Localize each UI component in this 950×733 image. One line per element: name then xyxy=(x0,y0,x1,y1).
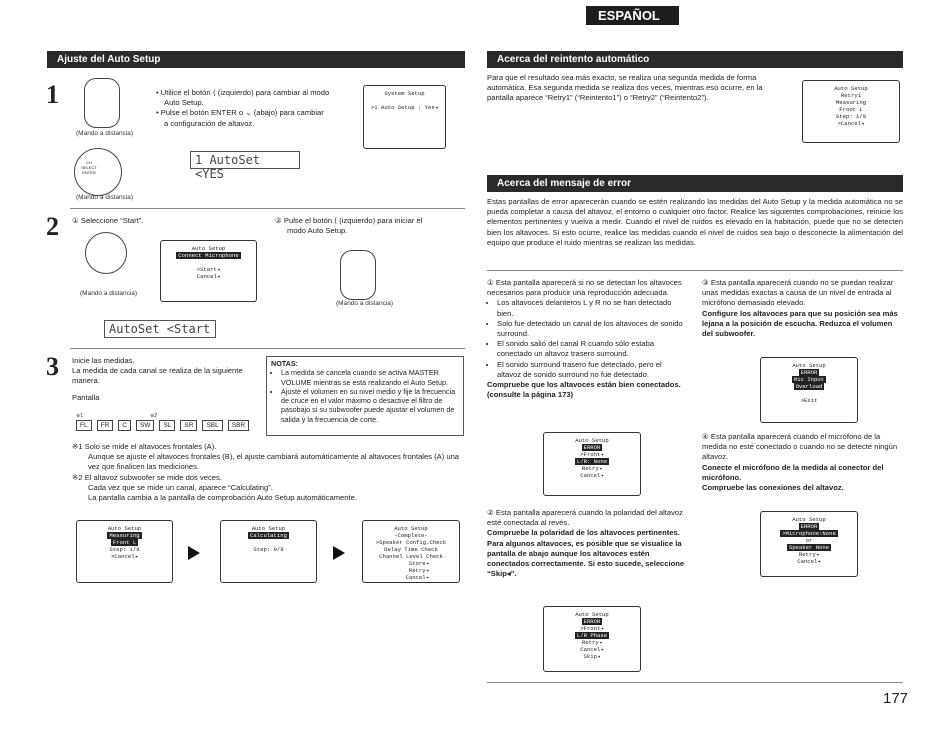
arrow-right-icon xyxy=(333,546,345,560)
speaker-sw: SW xyxy=(136,420,154,431)
step3-footnotes: ※1 Solo se mide el altavoces frontales (A). Aunque se ajuste el altavoces frontales (B), el ajuste cambiará automáticamente al altavoces frontales (A) una vez que finalicen las mediciones. ※2 El altavoz subwoofer se mide dos veces. Cada vez que se mide un canal, aparece “Calculating”. La pantalla cambia a la pantalla de comprobación Auto Setup automáticamente. xyxy=(72,442,460,503)
remote-caption: (Mando a distancia) xyxy=(76,194,134,201)
step2-press-text: ② Pulse el botón ⟨ (izquierdo) para iniciar el modo Auto Setup. xyxy=(275,216,423,236)
section-title-error: Acerca del mensaje de error xyxy=(487,175,903,192)
language-tab: ESPAÑOL xyxy=(586,6,679,25)
error-text: Estas pantallas de error aparecerán cuando se estén realizando las medidas del Auto Setup y la medida automática no se pueda completar a causa del altavoz, el entorno o cualquier otro factor. Realice las siguientes comprobaciones, reinicie los elementos pertinentes y vuelva a medir. Cuando el nivel de ruidos es elevado en la habitación, puede que no se detecten bien los altavoces. Si esto ocurre, realice las medidas cuando el nivel de ruidos sea bajo o desconecte la alimentación del equipo que produce el ruido mientras se realizan las medidas. xyxy=(487,197,903,247)
fluorescent-display: 1 AutoSet <YES xyxy=(190,151,300,169)
remote-control-icon xyxy=(84,78,120,128)
divider xyxy=(70,208,465,209)
speaker-sbl: SBL xyxy=(202,420,222,431)
note-item: • Ajuste el volumen en su nivel medio y fije la frecuencia de cruce en el valor máximo o desactive el filtro de pasobajo si su subwoofer puede ajustar el volumen de salida y la frecuencia de corte. xyxy=(281,387,459,424)
speaker-fl: FL xyxy=(76,420,92,431)
error3-block: ③ Esta pantalla aparecerá cuando no se puedan realizar unas medidas exactas a causa de un nivel de entrada al micrófono demasiado elevado. Configure los altavoces para que su posición sea más lejana a la posición de escucha. Reduzca el volumen del subwoofer. xyxy=(702,278,898,339)
speaker-c: C xyxy=(118,420,131,431)
notes-box: NOTAS: • La medida se cancela cuando se activa MASTER VOLUME mientras se está realizando el Auto Setup. • Ajuste el volumen en su nivel medio y fije la frecuencia de cruce en el valor máximo o desactive el filtro de pasobajo si su subwoofer puede ajustar el volumen de salida y la frecuencia de corte. xyxy=(266,356,464,436)
osd-system-setup: System Setup >1 Auto Setup : Yes◂ xyxy=(363,85,446,149)
page-number: 177 xyxy=(883,690,909,707)
cursor-buttons-icon xyxy=(85,232,127,274)
divider xyxy=(487,682,903,683)
error1-item: • El sonido salió del canal R cuando sólo estaba conectado un altavoz trasero surround. xyxy=(497,339,687,359)
footnote-mark-1: ※1 xyxy=(76,413,83,419)
remote-control-icon xyxy=(340,250,376,300)
osd-calculating: Auto Setup Calculating Step: 9/9 xyxy=(220,520,317,583)
down-button-icon: ⌄ xyxy=(245,108,252,118)
left-button-icon: ⟨ xyxy=(334,216,338,225)
section-title-retry: Acerca del reintento automático xyxy=(487,51,903,68)
osd-error-microphone-none: Auto Setup ERROR >Microphone:None or Speaker None Retry◂ Cancel◂ xyxy=(760,511,858,577)
step-number-2: 2 xyxy=(46,212,59,241)
error1-item: • El sonido surround trasero fue detectado, pero el altavoz de sonido surround no fue detectado. xyxy=(497,360,687,380)
osd-error-phase: Auto Setup ERROR >Front◂ L/R Phase Retry◂ Cancel◂ Skip◂ xyxy=(543,606,641,672)
arrow-right-icon xyxy=(188,546,200,560)
step2-select-text: ① Seleccione “Start”. xyxy=(72,216,144,225)
osd-error-front-none: Auto Setup ERROR >Front◂ L/R: None Retry◂ Cancel◂ xyxy=(543,432,641,496)
remote-caption: (Mando a distancia) xyxy=(80,290,138,297)
divider xyxy=(70,348,465,349)
error1-item: • Los altavoces delanteros L y R no se han detectado bien. xyxy=(497,298,687,318)
error2-block: ② Esta pantalla aparecerá cuando la polaridad del altavoz esté conectada al revés. Compruebe la polaridad de los altavoces pertinentes. Para algunos altavoces, es posible que se visualice la pantalla de abajo aunque los altavoces estén conectados correctamente. Si esto sucede, seleccione “Skip◂”. xyxy=(487,508,685,579)
osd-measuring: Auto Setup Measuring Front L Step: 1/9 >Cancel◂ xyxy=(76,520,173,583)
speaker-sequence xyxy=(76,420,249,431)
osd-complete: Auto Setup -Complete- >Speaker Config.Check Delay Time Check Channel Level Check Store◂ Retry◂ Cancel◂ xyxy=(362,520,460,583)
divider xyxy=(487,270,903,271)
speaker-fr: FR xyxy=(97,420,114,431)
osd-retry: Auto Setup Retry1 Measuring Front L Step: 1/9 >Cancel◂ xyxy=(802,80,900,143)
speaker-sl: SL xyxy=(159,420,175,431)
error1-item: • Solo fue detectado un canal de los altavoces de sonido surround. xyxy=(497,319,687,339)
left-button-icon: ⟨ xyxy=(212,88,216,97)
step-number-3: 3 xyxy=(46,352,59,381)
step-number-1: 1 xyxy=(46,80,59,109)
error4-block: ④ Esta pantalla aparecerá cuando el micrófono de la medida no esté conectado o cuando no se detecte ningún altavoz. Conecte el micrófono de la medida al conector del micrófono. Compruebe las conexiones del altavoz. xyxy=(702,432,898,493)
fluorescent-display: AutoSet <Start xyxy=(104,320,216,338)
enter-label: CH SELECT ENTER xyxy=(81,160,97,175)
note-item: • La medida se cancela cuando se activa MASTER VOLUME mientras se está realizando el Auto Setup. xyxy=(281,368,459,387)
retry-text: Para que el resultado sea más exacto, se realiza una segunda medida de forma automática. Esa segunda medida se realiza dos veces, mientras eso ocurre, en la pantalla aparece “Retry1” (“Reintento1”) o “Retry2” (“Reintento2”). xyxy=(487,73,763,103)
speaker-sbr: SBR xyxy=(228,420,249,431)
speaker-sr: SR xyxy=(180,420,197,431)
osd-error-mic-overload: Auto Setup ERROR Mic Input Overload >Exit xyxy=(760,357,858,423)
step3-intro: Inicie las medidas. La medida de cada canal se realiza de la siguiente manera. Pantalla xyxy=(72,356,243,402)
error1-block: ① Esta pantalla aparecerá si no se detectan los altavoces necesarios para producir una reproducción adecuada. • Los altavoces delanteros L y R no se han detectado bien. • Solo fue detectado un canal de los altavoces de sonido surround. • El sonido salió del canal R cuando sólo estaba conectado un altavoz trasero surround. • El sonido surround trasero fue detectado, pero el altavoz de sonido surround no fue detectado. Compruebe que los altavoces están bien conectados. (consulte la página 173) xyxy=(487,278,687,400)
footnote-mark-2: ※2 xyxy=(150,413,157,419)
section-title-auto-setup: Ajuste del Auto Setup xyxy=(47,51,465,68)
remote-caption: (Mando a distancia) xyxy=(76,130,134,137)
step1-instructions: • Utilice el botón ⟨ (izquierdo) para cambiar al modo Auto Setup. • Pulse el botón ENTER o ⌄ (abajo) para cambiar a configuración de altavoz. xyxy=(156,88,330,128)
osd-connect-microphone: Auto Setup Connect Microphone >Start◂ Cancel◂ xyxy=(160,240,257,302)
remote-caption: (Mando a distancia) xyxy=(336,300,394,307)
